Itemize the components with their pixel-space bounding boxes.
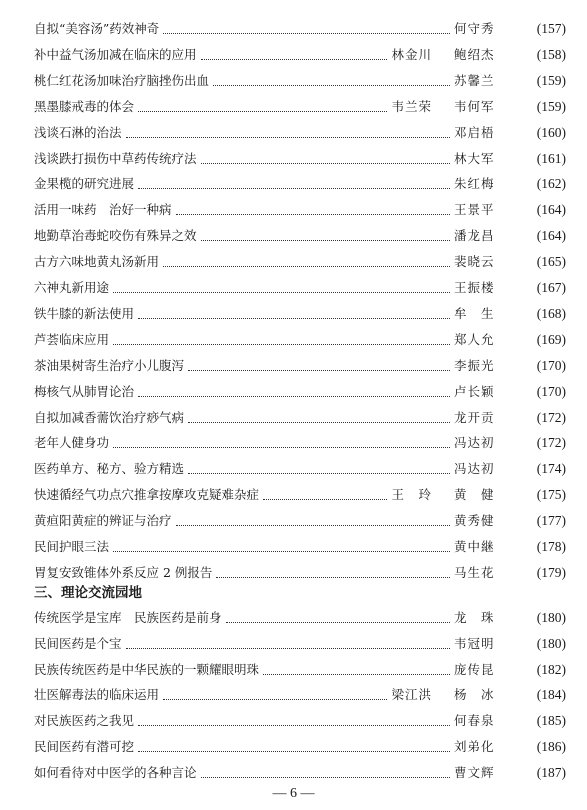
entry-title: 活用一味药 治好一种病 bbox=[34, 202, 172, 217]
entry-title: 地勤草治毒蛇咬伤有殊异之效 bbox=[34, 228, 197, 243]
entry-page-number: (178) bbox=[536, 539, 566, 554]
entry-page-number: (172) bbox=[536, 410, 566, 425]
entry-coauthor: 韦兰荣 bbox=[391, 99, 432, 114]
toc-entry bbox=[34, 660, 566, 680]
entry-page-number: (187) bbox=[536, 765, 566, 780]
entry-page-number: (169) bbox=[536, 332, 566, 347]
entry-author: 黄秀健 bbox=[454, 513, 495, 528]
toc-entry bbox=[34, 511, 566, 531]
entry-author: 刘弟化 bbox=[454, 739, 495, 754]
entry-page-number: (170) bbox=[536, 384, 566, 399]
dot-leader bbox=[188, 370, 450, 371]
entry-page-number: (162) bbox=[536, 176, 566, 191]
entry-title: 民间医药是个宝 bbox=[34, 636, 122, 651]
entry-author: 李振光 bbox=[454, 358, 495, 373]
toc-entry bbox=[34, 278, 566, 298]
entry-author: 庞传昆 bbox=[454, 662, 495, 677]
dot-leader bbox=[201, 240, 450, 241]
entry-author: 曹文辉 bbox=[454, 765, 495, 780]
entry-page-number: (157) bbox=[536, 21, 566, 36]
entry-title: 自拟加减香薷饮治疗痧气病 bbox=[34, 410, 185, 425]
entry-author: 苏馨兰 bbox=[454, 73, 495, 88]
entry-author: 龙 珠 bbox=[454, 610, 495, 625]
toc-entry bbox=[34, 330, 566, 350]
toc-entry bbox=[34, 356, 566, 376]
dot-leader bbox=[163, 33, 450, 34]
toc-entry bbox=[34, 174, 566, 194]
entry-page-number: (180) bbox=[536, 636, 566, 651]
toc-entry bbox=[34, 685, 566, 705]
entry-page-number: (179) bbox=[536, 565, 566, 580]
entry-author: 卢长颖 bbox=[454, 384, 495, 399]
dot-leader bbox=[138, 725, 450, 726]
entry-title: 梅核气从肺胃论治 bbox=[34, 384, 135, 399]
dot-leader bbox=[201, 777, 450, 778]
entry-title: 浅谈石淋的治法 bbox=[34, 125, 122, 140]
dot-leader bbox=[226, 622, 450, 623]
entry-title: 金果榄的研究进展 bbox=[34, 176, 135, 191]
entry-author: 林大军 bbox=[454, 151, 495, 166]
dot-leader bbox=[176, 214, 450, 215]
entry-page-number: (160) bbox=[536, 125, 566, 140]
toc-entry bbox=[34, 149, 566, 169]
entry-author: 朱红梅 bbox=[454, 176, 495, 191]
entry-title: 民族传统医药是中华民族的一颗耀眼明珠 bbox=[34, 662, 260, 677]
toc-entry bbox=[34, 45, 566, 65]
dot-leader bbox=[213, 85, 450, 86]
entry-author: 裴晓云 bbox=[454, 254, 495, 269]
entry-page-number: (172) bbox=[536, 435, 566, 450]
entry-author: 韦冠明 bbox=[454, 636, 495, 651]
dot-leader bbox=[113, 344, 450, 345]
toc-entry bbox=[34, 97, 566, 117]
entry-title: 老年人健身功 bbox=[34, 435, 110, 450]
entry-author: 王振楼 bbox=[454, 280, 495, 295]
entry-page-number: (158) bbox=[536, 47, 566, 62]
dot-leader bbox=[138, 318, 450, 319]
toc-entry bbox=[34, 563, 566, 583]
entry-author: 冯达初 bbox=[454, 461, 495, 476]
entry-page-number: (164) bbox=[536, 202, 566, 217]
entry-page-number: (161) bbox=[536, 151, 566, 166]
entry-page-number: (170) bbox=[536, 358, 566, 373]
entry-title: 如何看待对中医学的各种言论 bbox=[34, 765, 197, 780]
toc-entry bbox=[34, 485, 566, 505]
entry-page-number: (186) bbox=[536, 739, 566, 754]
entry-author: 何春泉 bbox=[454, 713, 495, 728]
entry-author: 邓启梧 bbox=[454, 125, 495, 140]
entry-title: 自拟“美容汤”药效神奇 bbox=[34, 21, 160, 36]
dot-leader bbox=[201, 163, 450, 164]
entry-title: 民间医药有潜可挖 bbox=[34, 739, 135, 754]
entry-page-number: (168) bbox=[536, 306, 566, 321]
dot-leader bbox=[188, 422, 450, 423]
entry-title: 对民族医药之我见 bbox=[34, 713, 135, 728]
entry-author: 杨 冰 bbox=[454, 687, 495, 702]
entry-title: 六神丸新用途 bbox=[34, 280, 110, 295]
entry-page-number: (184) bbox=[536, 687, 566, 702]
dot-leader bbox=[138, 188, 450, 189]
dot-leader bbox=[263, 674, 450, 675]
entry-title: 胃复安致锥体外系反应 2 例报告 bbox=[34, 565, 213, 580]
entry-page-number: (182) bbox=[536, 662, 566, 677]
entry-author: 牟 生 bbox=[454, 306, 495, 321]
entry-coauthor: 梁江洪 bbox=[391, 687, 432, 702]
dot-leader bbox=[176, 525, 450, 526]
entry-title: 医药单方、秘方、验方精选 bbox=[34, 461, 185, 476]
toc-entry bbox=[34, 123, 566, 143]
toc-entry bbox=[34, 19, 566, 39]
dot-leader bbox=[138, 111, 387, 112]
dot-leader bbox=[188, 473, 450, 474]
dot-leader bbox=[216, 577, 450, 578]
entry-author: 冯达初 bbox=[454, 435, 495, 450]
entry-author: 郑人允 bbox=[454, 332, 495, 347]
entry-page-number: (180) bbox=[536, 610, 566, 625]
section-heading: 三、理论交流园地 bbox=[34, 585, 142, 600]
entry-page-number: (185) bbox=[536, 713, 566, 728]
toc-entry bbox=[34, 608, 566, 628]
entry-author: 韦何军 bbox=[454, 99, 495, 114]
toc-entry bbox=[34, 459, 566, 479]
entry-title: 民间护眼三法 bbox=[34, 539, 110, 554]
entry-coauthor: 林金川 bbox=[391, 47, 432, 62]
toc-entry bbox=[34, 382, 566, 402]
page-number-footer: — 6 — bbox=[272, 786, 315, 801]
dot-leader bbox=[126, 137, 450, 138]
entry-author: 黄中継 bbox=[454, 539, 495, 554]
entry-title: 桃仁红花汤加味治疗脑挫伤出血 bbox=[34, 73, 210, 88]
toc-entry bbox=[34, 226, 566, 246]
dot-leader bbox=[201, 59, 388, 60]
entry-title: 铁牛膝的新法使用 bbox=[34, 306, 135, 321]
entry-page-number: (167) bbox=[536, 280, 566, 295]
entry-title: 快速循经气功点穴推拿按摩攻克疑难杂症 bbox=[34, 487, 260, 502]
entry-page-number: (159) bbox=[536, 73, 566, 88]
toc-entry bbox=[34, 71, 566, 91]
toc-entry bbox=[34, 433, 566, 453]
toc-entry bbox=[34, 737, 566, 757]
entry-page-number: (175) bbox=[536, 487, 566, 502]
entry-author: 王景平 bbox=[454, 202, 495, 217]
entry-author: 龙开贡 bbox=[454, 410, 495, 425]
dot-leader bbox=[113, 447, 450, 448]
entry-title: 茶油果树寄生治疗小儿腹泻 bbox=[34, 358, 185, 373]
toc-entry bbox=[34, 408, 566, 428]
dot-leader bbox=[163, 266, 450, 267]
entry-page-number: (177) bbox=[536, 513, 566, 528]
dot-leader bbox=[138, 751, 450, 752]
toc-entry bbox=[34, 252, 566, 272]
entry-page-number: (174) bbox=[536, 461, 566, 476]
dot-leader bbox=[163, 699, 387, 700]
toc-entry bbox=[34, 537, 566, 557]
entry-page-number: (164) bbox=[536, 228, 566, 243]
entry-title: 传统医学是宝库 民族医药是前身 bbox=[34, 610, 222, 625]
entry-title: 古方六味地黄丸汤新用 bbox=[34, 254, 160, 269]
entry-author: 黄 健 bbox=[454, 487, 495, 502]
entry-title: 壮医解毒法的临床运用 bbox=[34, 687, 160, 702]
dot-leader bbox=[113, 292, 450, 293]
toc-entry bbox=[34, 711, 566, 731]
toc-entry bbox=[34, 763, 566, 783]
toc-entry bbox=[34, 304, 566, 324]
entry-coauthor: 王 玲 bbox=[391, 487, 432, 502]
entry-page-number: (165) bbox=[536, 254, 566, 269]
dot-leader bbox=[138, 396, 450, 397]
entry-author: 马生花 bbox=[454, 565, 495, 580]
entry-author: 潘龙昌 bbox=[454, 228, 495, 243]
dot-leader bbox=[126, 648, 450, 649]
entry-title: 黄疸阳黄症的辨证与治疗 bbox=[34, 513, 172, 528]
dot-leader bbox=[113, 551, 450, 552]
entry-title: 芦荟临床应用 bbox=[34, 332, 110, 347]
entry-author: 何守秀 bbox=[454, 21, 495, 36]
entry-title: 补中益气汤加减在临床的应用 bbox=[34, 47, 197, 62]
entry-page-number: (159) bbox=[536, 99, 566, 114]
entry-author: 鲍绍杰 bbox=[454, 47, 495, 62]
toc-entry bbox=[34, 634, 566, 654]
entry-title: 浅谈跌打损伤中草药传统疗法 bbox=[34, 151, 197, 166]
toc-entry bbox=[34, 200, 566, 220]
dot-leader bbox=[263, 499, 387, 500]
entry-title: 黑墨膝戒毒的体会 bbox=[34, 99, 135, 114]
